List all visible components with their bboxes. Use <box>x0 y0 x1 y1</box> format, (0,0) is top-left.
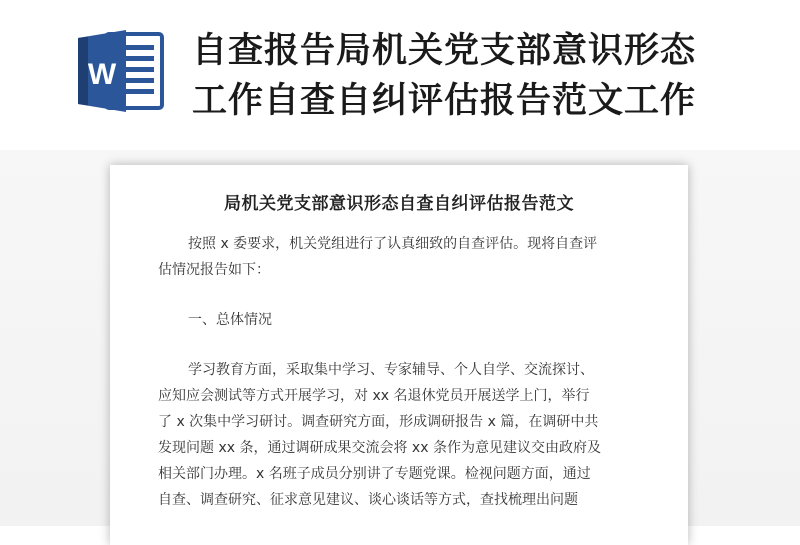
document-body <box>158 231 642 513</box>
section-heading-1: 一、总体情况 <box>188 312 272 328</box>
header <box>0 0 800 160</box>
paragraph-2-line-1: 学习教育方面，采取集中学习、专家辅导、个人自学、交流探讨、 <box>188 362 594 378</box>
logo-letter: W <box>87 58 117 91</box>
paragraph-1-line-1: 按照 x 委要求，机关党组进行了认真细致的自查评估。现将自查评 <box>188 236 598 252</box>
paragraph-2-line-5: 相关部门办理。x 名班子成员分别讲了专题党课。检视问题方面，通过 <box>158 466 591 482</box>
document-title <box>192 26 782 126</box>
paragraph-gap <box>158 333 642 357</box>
word-document-icon <box>76 28 166 114</box>
paragraph-2-line-6: 自查、调查研究、征求意见建议、谈心谈话等方式，查找梳理出问题 <box>158 492 578 508</box>
paragraph-2-line-3: 了 x 次集中学习研讨。调查研究方面，形成调研报告 x 篇，在调研中共 <box>158 414 599 430</box>
page-heading: 局机关党支部意识形态自查自纠评估报告范文 <box>224 194 574 214</box>
paragraph-2-line-4: 发现问题 xx 条，通过调研成果交流会将 xx 条作为意见建议交由政府及 <box>158 440 601 456</box>
paragraph-1-line-2: 估情况报告如下： <box>158 262 270 278</box>
document-page <box>110 165 688 545</box>
paragraph-2-line-2: 应知应会测试等方式开展学习，对 xx 名退休党员开展送学上门，举行 <box>158 388 590 404</box>
title-line-1: 自查报告局机关党支部意识形态 <box>192 31 697 71</box>
paragraph-gap <box>158 283 642 307</box>
title-line-2: 工作自查自纠评估报告范文工作 <box>192 81 697 121</box>
